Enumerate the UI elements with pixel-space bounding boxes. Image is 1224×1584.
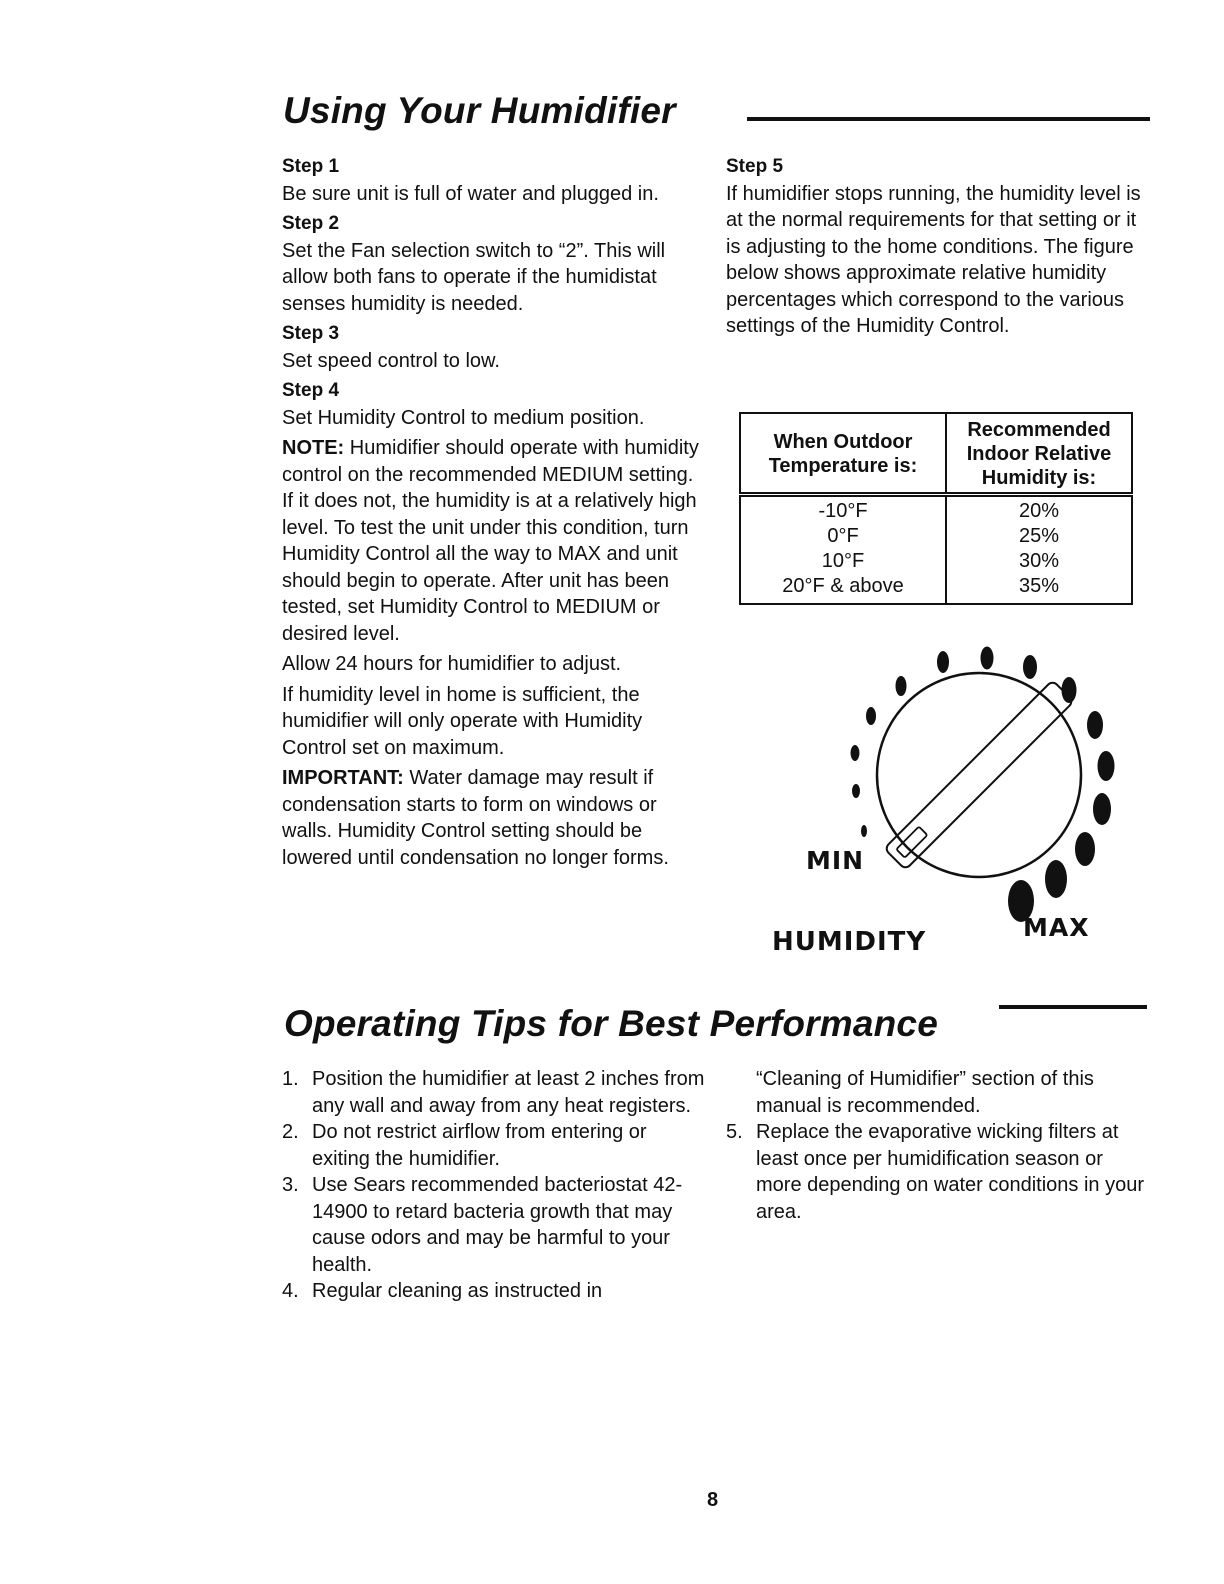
tip-text: “Cleaning of Humidifier” section of this manual is recommended. (756, 1068, 1094, 1117)
section-title-tips: Operating Tips for Best Performance (284, 1003, 938, 1044)
step5-text: If humidifier stops running, the humidity level is at the normal requirements for that setting or it is adjusting to the home conditions. The figure below shows approximate relative humidity percentages which correspond to the various settings of the Humidity Control. (726, 182, 1141, 337)
tip-item (726, 1119, 1151, 1225)
step5-heading: Step 5 (726, 156, 784, 177)
humidity-knob (877, 673, 1081, 877)
humidity-value: 35% (1018, 575, 1060, 597)
sufficient-text: If humidity level in home is sufficient, the humidifier will only operate with Humidity Control set on maximum. (282, 683, 643, 759)
step1-heading: Step 1 (282, 156, 340, 177)
step1-text: Be sure unit is full of water and plugged in. (282, 182, 659, 205)
temperature-value: 10°F (821, 550, 865, 572)
important-paragraph (282, 765, 702, 871)
page-number: 8 (707, 1489, 719, 1511)
tip-number: 1. (282, 1068, 299, 1090)
important-text: Water damage may result if condensation starts to form on windows or walls. Humidity Control setting should be lowered until condensation no longer forms. (282, 767, 669, 869)
humidity-dial-illustration (780, 620, 1150, 960)
tip-number: 2. (282, 1121, 299, 1143)
tips-list (282, 1066, 707, 1305)
humidity-table (739, 412, 1133, 605)
dial-max-label: MAX (1023, 913, 1090, 942)
tip-item (282, 1278, 707, 1305)
tip-text: Regular cleaning as instructed in (312, 1280, 603, 1302)
step4-heading: Step 4 (282, 380, 340, 401)
step2-text: Set the Fan selection switch to “2”. This will allow both fans to operate if the humidistat senses humidity is needed. (282, 239, 666, 315)
tip-item (282, 1066, 707, 1119)
humidity-value: 25% (1018, 525, 1060, 547)
step4-text: Set Humidity Control to medium position. (282, 406, 645, 429)
temperature-value: 20°F & above (782, 575, 904, 597)
tip-text: Replace the evaporative wicking filters at least once per humidification season or more depending on water conditions in your area. (756, 1121, 1145, 1223)
temperature-value: 0°F (827, 525, 859, 547)
note-label: NOTE: (282, 437, 345, 459)
important-label: IMPORTANT: (282, 767, 404, 789)
note-text: Humidifier should operate with humidity control on the recommended MEDIUM setting. If it does not, the humidity is at a relatively high level. To test the unit under this condition, turn Humidity Control all the way to MAX and unit should begin to operate. After unit has been tested, set Humidity Control to MEDIUM or desired level. (282, 437, 699, 645)
note-paragraph (282, 435, 702, 647)
temperature-cell (740, 495, 946, 605)
tips-right-column (726, 1066, 1151, 1225)
step3-heading: Step 3 (282, 323, 340, 344)
tips-title-rule (999, 1005, 1147, 1009)
tip-text: Position the humidifier at least 2 inches from any wall and away from any heat registers. (312, 1068, 705, 1117)
table-header-temperature: When Outdoor Temperature is: (740, 413, 946, 495)
right-column (726, 150, 1146, 344)
title-rule (747, 117, 1150, 121)
humidity-value: 30% (1018, 550, 1060, 572)
tip-number: 4. (282, 1280, 299, 1302)
dial-name-label: HUMIDITY (772, 927, 927, 957)
humidity-cell (946, 495, 1132, 605)
tip-number: 3. (282, 1174, 299, 1196)
tip-text: Do not restrict airflow from entering or exiting the humidifier. (312, 1121, 647, 1170)
table-header-humidity: Recommended Indoor Relative Humidity is: (946, 413, 1132, 495)
allow-text: Allow 24 hours for humidifier to adjust. (282, 653, 622, 675)
tips-left-column (282, 1066, 707, 1305)
step2-heading: Step 2 (282, 213, 340, 234)
tips-list-continued (726, 1066, 1151, 1225)
tip-number: 5. (726, 1121, 743, 1143)
setting-dots (851, 647, 1115, 923)
tip-text: Use Sears recommended bacteriostat 42-14900 to retard bacteria growth that may cause odors and may be harmful to your health. (312, 1174, 683, 1276)
step3-text: Set speed control to low. (282, 349, 500, 372)
tip-item (282, 1119, 707, 1172)
temperature-value: -10°F (818, 500, 868, 522)
tip-item (282, 1172, 707, 1278)
section-title-using: Using Your Humidifier (283, 90, 676, 131)
tip-item-continued (726, 1066, 1151, 1119)
left-column (282, 150, 702, 875)
humidity-value: 20% (1018, 500, 1060, 522)
dial-min-label: MIN (806, 846, 865, 875)
